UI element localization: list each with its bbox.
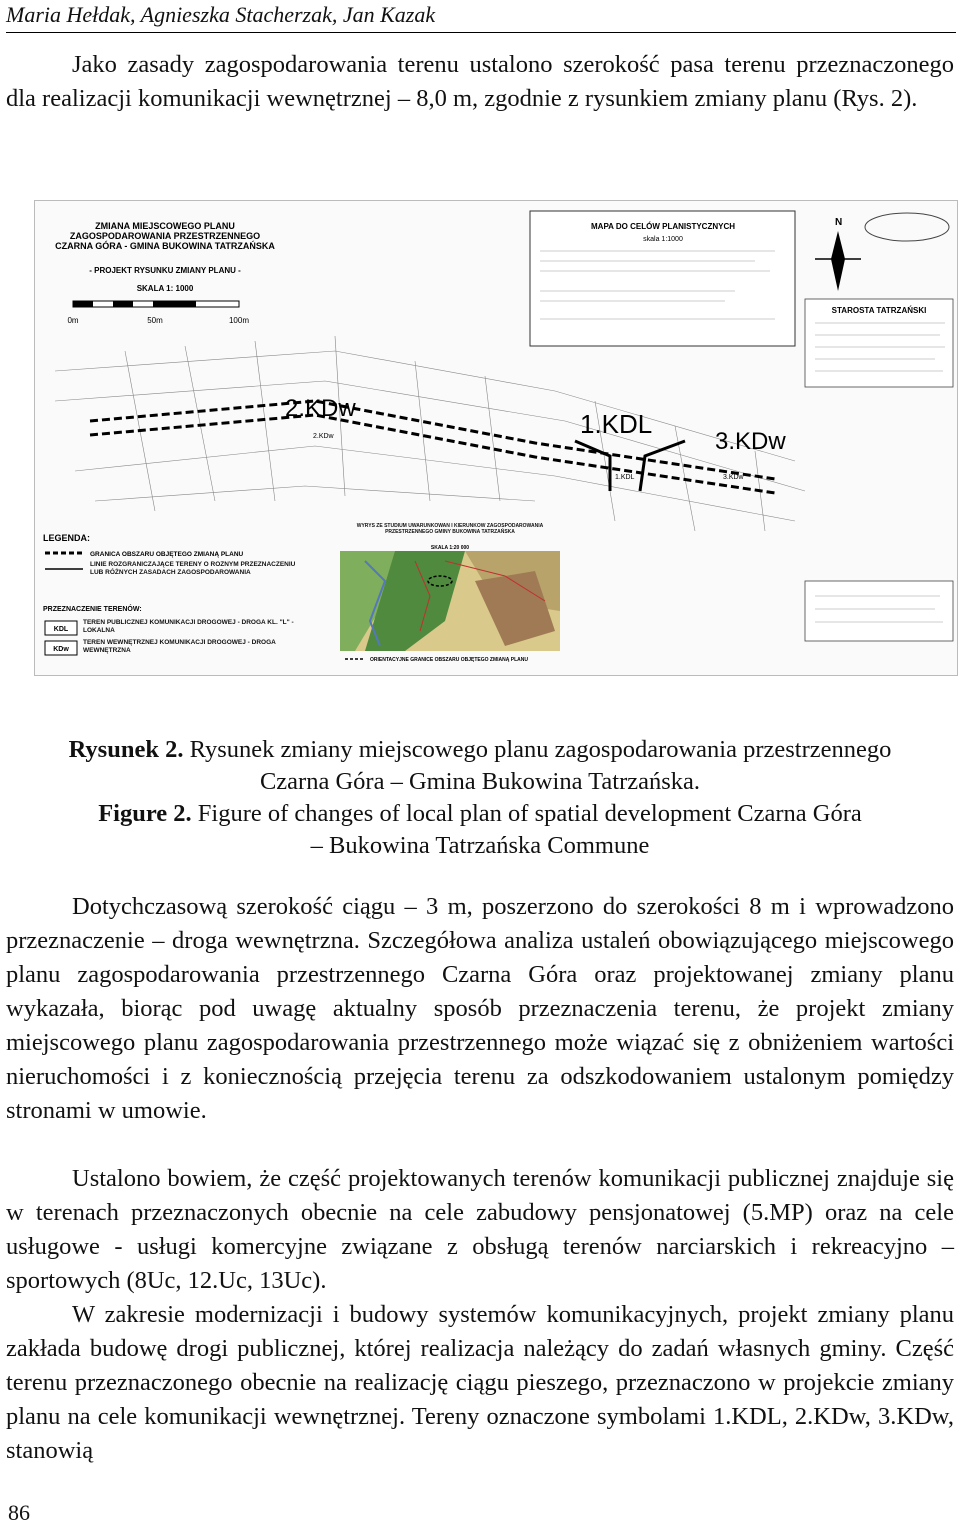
label-3-kdw-small: 3.KDw — [723, 474, 744, 481]
przeznaczenie-title: PRZEZNACZENIE TERENÓW: — [43, 606, 142, 613]
legend-item-boundary: GRANICA OBSZARU OBJĘTEGO ZMIANĄ PLANU — [90, 551, 244, 558]
north-arrow-icon — [815, 217, 861, 291]
figure-title-1: ZMIANA MIEJSCOWEGO PLANU — [95, 221, 235, 231]
scale-tick-50: 50m — [147, 316, 163, 325]
inset-footer: ORIENTACYJNE GRANICE OBSZARU OBJĘTEGO ZMIANĄ PLANU — [370, 657, 528, 663]
study-inset-map — [340, 523, 560, 663]
figure-scale: SKALA 1: 1000 — [136, 284, 194, 293]
scale-tick-100: 100m — [228, 316, 250, 325]
caption-pl-2: Czarna Góra – Gmina Bukowina Tatrzańska. — [259, 768, 701, 795]
figure-map — [34, 200, 958, 676]
body-paragraph-2: Ustalono bowiem, że część projektowanych terenów komunikacji publicznej znajduje się w terenach przeznaczonych obecnie na cele zabudowy pensjonatowej (5.MP) oraz na cele usługowe - usługi komercyjne związane z obsługą terenów narciarskich i rekreacyjno – sportowych (8Uc, 12.Uc, 13Uc). — [6, 1165, 954, 1294]
inset-scale: SKALA 1:20 000 — [430, 545, 470, 551]
body-paragraph-3: W zakresie modernizacji i budowy systemów komunikacyjnych, projekt zmiany planu zakłada budowę drogi publicznej, której realizacja należący do zadań własnych gminy. Część terenu przeznaczonego obecnie na realizację ciągu pieszego, przeznaczono w projekcie zmiany planu na cele komunikacji wewnętrznej. Tereny oznaczone symbolami 1.KDL, 2.KDw, 3.KDw, stanowią — [6, 1301, 954, 1464]
figure-title-2: ZAGOSPODAROWANIA PRZESTRZENNEGO — [69, 231, 261, 241]
body-paragraph-1: Dotychczasową szerokość ciągu – 3 m, poszerzono do szerokości 8 m i wprowadzono przeznaczenie – droga wewnętrzna. Szczegółowa analiza ustaleń obowiązującego miejscowego planu zagospodarowania przestrzennego Czarna Góra oraz projektowanej zmiany planu wykazała, biorąc pod uwagę aktualny sposób przeznaczenia terenu, że projekt zmiany miejscowego planu zagospodarowania przestrzennego może wiązać się z obniżeniem wartości nieruchomości i z koniecznością przejęcia terenu za odszkodowaniem ustalonym pomiędzy stronami w umowie. — [6, 893, 954, 1124]
page-number: 86 — [8, 1500, 30, 1525]
caption-pl — [6, 734, 954, 766]
caption-en — [6, 798, 954, 830]
caption-en-2: – Bukowina Tatrzańska Commune — [310, 832, 650, 859]
legend-kdl-desc: TEREN PUBLICZNEJ KOMUNIKACJI DROGOWEJ - DROGA KL. "L" - LOKALNA — [83, 619, 294, 634]
figure-title-block — [55, 221, 275, 293]
scale-tick-0: 0m — [67, 316, 79, 325]
map-info-box — [530, 211, 795, 346]
map-box-title: MAPA DO CELÓW PLANISTYCZNYCH — [591, 222, 735, 231]
label-2-kdw: 2.KDw — [285, 395, 356, 422]
inset-title: WYRYS ZE STUDIUM UWARUNKOWAŃ I KIERUNKÓW ZAGOSPODAROWANIA PRZESTRZENNEGO GMINY BUKOWINA TATRZAŃSKA — [356, 523, 544, 535]
office-title: STAROSTA TATRZAŃSKI — [831, 306, 927, 315]
legend-item-lines: LINIE ROZGRANICZAJĄCE TERENY O RÓŻNYM PRZEZNACZENIU LUB RÓŻNYCH ZASADACH ZAGOSPODAROWANIA — [90, 561, 296, 576]
north-label: N — [835, 217, 843, 228]
label-1-kdl-small: 1.KDL — [615, 474, 635, 481]
running-header — [6, 2, 956, 33]
cadastral-parcels — [55, 336, 805, 531]
caption-en-text: Figure of changes of local plan of spatial development Czarna Góra — [191, 800, 862, 827]
figure-subtitle: - PROJEKT RYSUNKU ZMIANY PLANU - — [89, 266, 241, 275]
legend — [43, 533, 300, 659]
label-2-kdw-small: 2.KDw — [313, 433, 334, 440]
header-authors: Maria Hełdak, Agnieszka Stacherzak, Jan Kazak — [6, 2, 436, 27]
intro-paragraph: Jako zasady zagospodarowania terenu ustalono szerokość pasa terenu przeznaczonego dla realizacji komunikacji wewnętrznej – 8,0 m, zgodnie z rysunkiem zmiany planu (Rys. 2). — [6, 51, 954, 112]
legend-kdl-code: KDL — [53, 626, 69, 633]
scale-bar — [67, 301, 249, 325]
caption-pl-label: Rysunek 2. — [68, 736, 184, 763]
office-stamp — [805, 213, 953, 641]
legend-kdw-desc: TEREN WEWNĘTRZNEJ KOMUNIKACJI DROGOWEJ - DROGA WEWNĘTRZNA — [83, 639, 276, 654]
figure-title-3: CZARNA GÓRA - GMINA BUKOWINA TATRZAŃSKA — [55, 241, 275, 251]
legend-kdw-code: KDw — [53, 646, 69, 653]
map-box-scale: skala 1:1000 — [643, 236, 683, 243]
label-1-kdl: 1.KDL — [580, 409, 653, 439]
caption-pl-text: Rysunek zmiany miejscowego planu zagospodarowania przestrzennego — [183, 736, 892, 763]
label-3-kdw: 3.KDw — [715, 428, 786, 455]
caption-en-label: Figure 2. — [98, 800, 192, 827]
legend-title: LEGENDA: — [43, 533, 90, 543]
